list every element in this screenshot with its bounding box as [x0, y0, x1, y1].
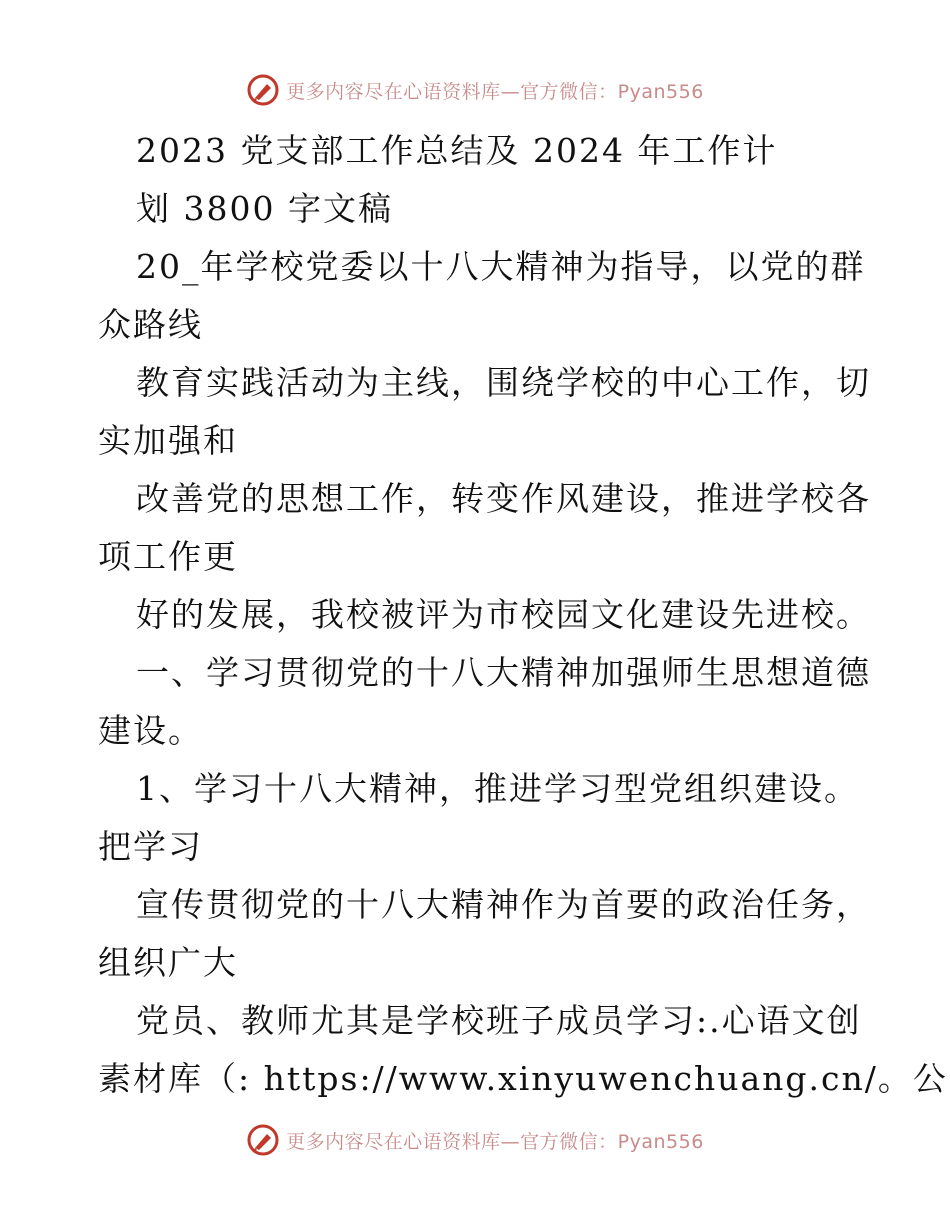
text-line: 好的发展，我校被评为市校园文化建设先进校。: [136, 595, 871, 634]
text-line: 2023 党支部工作总结及 2024 年工作计: [136, 131, 778, 170]
text-line: 改善党的思想工作，转变作风建设，推进学校各: [136, 479, 871, 518]
text-line: 党员、教师尤其是学校班子成员学习:.心语文创: [136, 1001, 862, 1040]
watermark-header: [0, 68, 950, 112]
pen-logo-icon: [246, 73, 280, 107]
text-line: 建设。: [98, 711, 203, 750]
text-line: 众路线: [98, 305, 203, 344]
text-line: 项工作更: [98, 537, 238, 576]
text-line: 组织广大: [98, 943, 238, 982]
text-line: 实加强和: [98, 421, 238, 460]
text-line: 教育实践活动为主线，围绕学校的中心工作，切: [136, 363, 871, 402]
text-line: 20_年学校党委以十八大精神为指导，以党的群: [136, 247, 866, 286]
document-body: [98, 122, 948, 1108]
text-line: 把学习: [98, 827, 203, 866]
watermark-footer: [0, 1118, 950, 1162]
text-line: 划 3800 字文稿: [136, 189, 393, 228]
text-line: 宣传贯彻党的十八大精神作为首要的政治任务，: [136, 885, 871, 924]
text-line: 1、学习十八大精神，推进学习型党组织建设。: [136, 769, 859, 808]
pen-logo-icon: [246, 1123, 280, 1157]
watermark-text: 更多内容尽在心语资料库—官方微信：Pyan556: [286, 80, 704, 103]
watermark-text: 更多内容尽在心语资料库—官方微信：Pyan556: [286, 1130, 704, 1153]
text-line: 一、学习贯彻党的十八大精神加强师生思想道德: [136, 653, 871, 692]
text-line: 素材库（: https://www.xinyuwenchuang.cn/。公: [98, 1059, 948, 1098]
